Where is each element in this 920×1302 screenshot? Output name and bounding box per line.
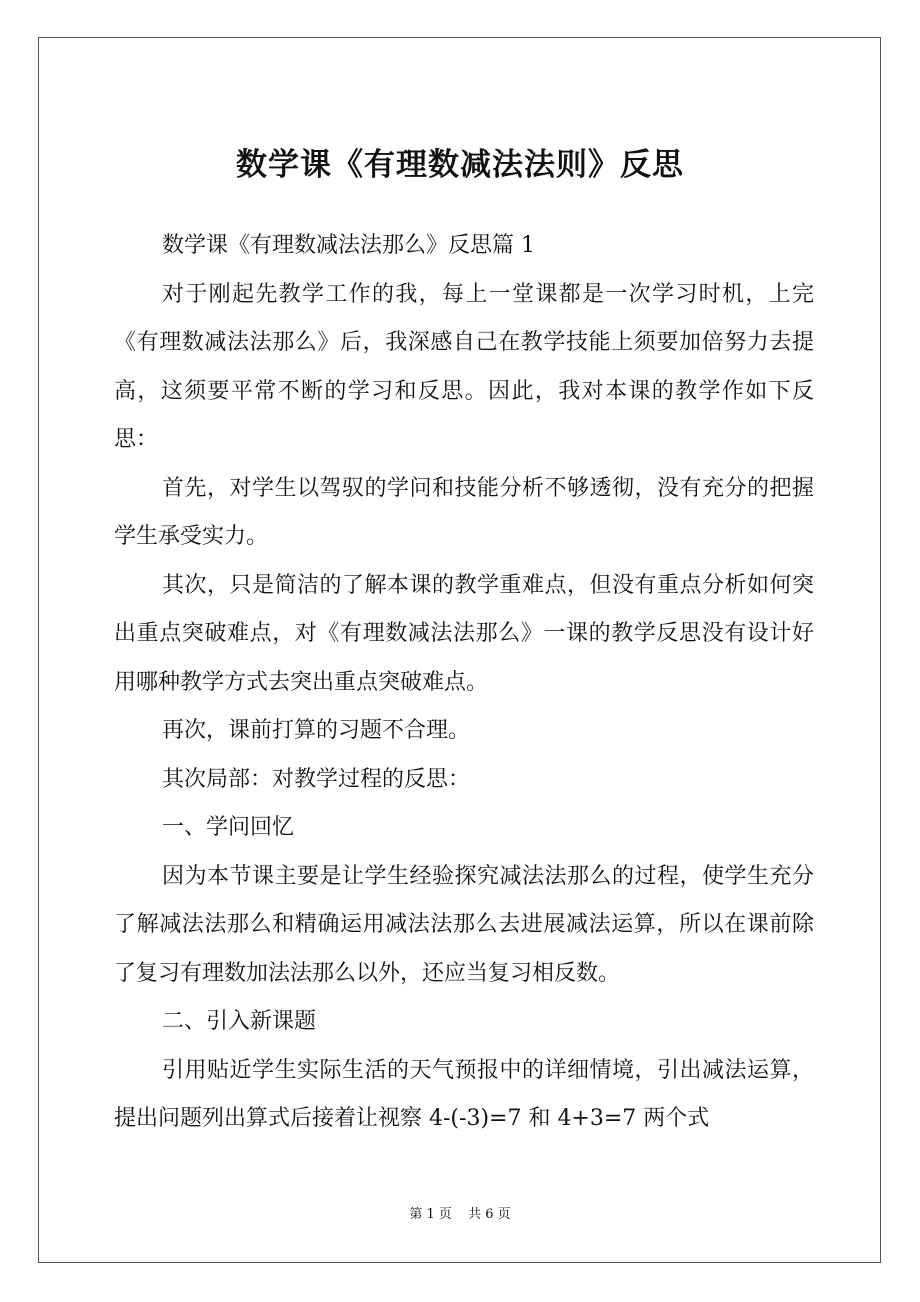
page-footer xyxy=(0,1205,920,1225)
document-title: 数学课《有理数减法法则》反思 xyxy=(236,147,684,183)
paragraph: 再次，课前打算的习题不合理。 xyxy=(162,718,471,743)
page-total: 共 6 页 xyxy=(468,1207,511,1222)
document-body xyxy=(114,222,814,1144)
paragraph: 其次，只是简洁的了解本课的教学重难点，但没有重点分析如何突出重点突破难点，对《有理数减法法那么》一课的教学反思没有设计好用哪种教学方式去突出重点突破难点。 xyxy=(114,572,814,695)
paragraph: 引用贴近学生实际生活的天气预报中的详细情境，引出减法运算，提出问题列出算式后接着让视察 4-(-3)=7 和 4+3=7 两个式 xyxy=(114,1057,814,1131)
subheading: 一、学问回忆 xyxy=(162,815,295,840)
subheading: 二、引入新课题 xyxy=(162,1009,317,1034)
paragraph: 因为本节课主要是让学生经验探究减法法那么的过程，使学生充分了解减法法那么和精确运用减法法那么去进展减法运算，所以在课前除了复习有理数加法法那么以外，还应当复习相反数。 xyxy=(114,863,814,986)
paragraph: 对于刚起先教学工作的我，每上一堂课都是一次学习时机，上完《有理数减法法那么》后，我深感自己在教学技能上须要加倍努力去提高，这须要平常不断的学习和反思。因此，我对本课的教学作如下反思： xyxy=(114,281,814,452)
page-number: 第 1 页 xyxy=(409,1207,452,1222)
paragraph: 首先，对学生以驾驭的学问和技能分析不够透彻，没有充分的把握学生承受实力。 xyxy=(114,475,814,549)
section-heading: 数学课《有理数减法法那么》反思篇 1 xyxy=(162,233,535,258)
paragraph: 其次局部：对教学过程的反思： xyxy=(162,766,471,792)
